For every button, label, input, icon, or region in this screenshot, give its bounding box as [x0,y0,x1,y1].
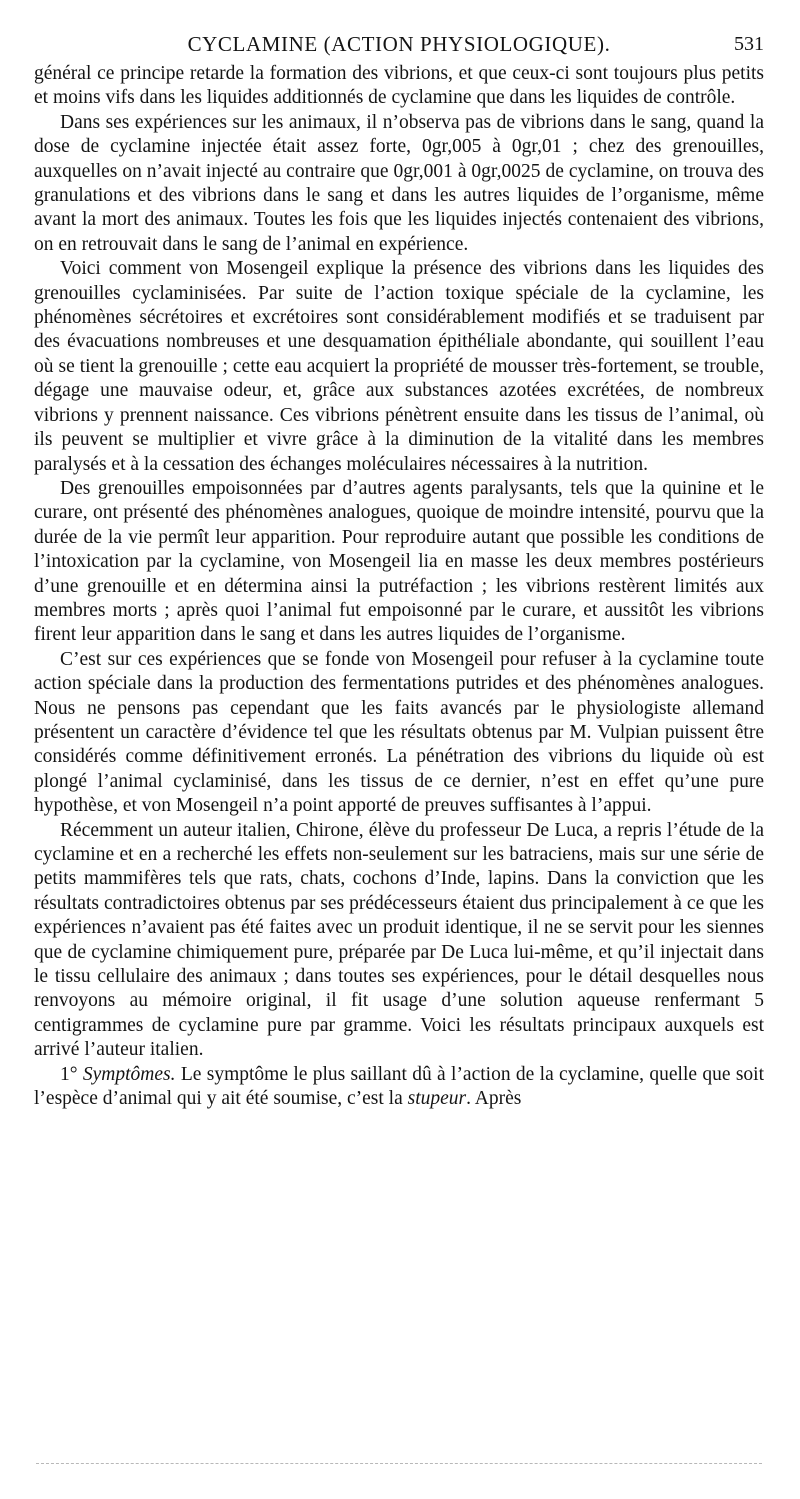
running-head [34,30,764,58]
paragraph: Récemment un auteur italien, Chirone, élève du professeur De Luca, a repris l’étude de la cyclamine et en a recherché les effets non-seulement sur les batraciens, mais sur une série de petits mammifères tels que rats, chats, cochons d’Inde, lapins. Dans la conviction que les résultats contradictoires obtenus par ses prédécesseurs étaient dus principalement à ce que les expériences n’avaient pas été faites avec un produit identique, il ne se servit pour les siennes que de cyclamine chimiquement pure, préparée par De Luca lui-même, et qu’il injectait dans le tissu cellulaire des animaux ; dans toutes ses expériences, pour le détail desquelles nous renvoyons au mémoire original, il fit usage d’une solution aqueuse renfermant 5 centigrammes de cyclamine pure par gramme. Voici les résultats principaux auxquels est arrivé l’auteur italien. [34,819,764,1061]
paragraph-text-end: . Après [466,1088,522,1110]
paragraph: général ce principe retarde la formation des vibrions, et que ceux-ci sont toujours plus petits et moins vifs dans les liquides additionnés de cyclamine que dans les liquides de contrôle. [34,63,764,109]
paragraph: C’est sur ces expériences que se fonde von Mosengeil pour refuser à la cyclamine toute action spéciale dans la production des fermentations putrides et des phénomènes analogues. Nous ne pensons pas cependant que les faits avancés par le physiologiste allemand présentent un caractère d’évidence tel que les résultats obtenus par M. Vulpian puissent être considérés comme définitivement erronés. La pénétration des vibrions du liquide où est plongé l’animal cyclaminisé, dans les tissus de ce dernier, n’est en effet qu’une pure hypothèse, et von Mosengeil n’a point apporté de preuves suffisantes à l’appui. [34,648,764,817]
page-number: 531 [734,33,764,55]
footer-rule [36,1463,762,1464]
paragraph-text: Le symptôme le plus saillant dû à l’action de la cyclamine, quelle que soit l’espèce d’animal qui y ait été soumise, c’est la [34,1063,765,1110]
paragraph: Dans ses expériences sur les animaux, il n’observa pas de vibrions dans le sang, quand la dose de cyclamine injectée était assez forte, 0gr,005 à 0gr,01 ; chez des grenouilles, auxquelles on n’avait injecté au contraire que 0gr,001 à 0gr,0025 de cyclamine, on trouva des granulations et des vibrions dans le sang et dans les autres liquides de l’organisme, même avant la mort des animaux. Toutes les fois que les liquides injectés contenaient des vibrions, on en retrouvait dans le sang de l’animal en expérience. [34,111,764,255]
emphasis-term: stupeur [407,1088,467,1110]
paragraph: Des grenouilles empoisonnées par d’autres agents paralysants, tels que la quinine et le curare, ont présenté des phénomènes analogues, quoique de moindre intensité, pourvu que la durée de la vie permît leur apparition. Pour reproduire autant que possible les conditions de l’intoxication par la cyclamine, von Mosengeil lia en masse les deux membres postérieurs d’une grenouille et en détermina ainsi la putréfaction ; les vibrions restèrent limités aux membres morts ; après quoi l’animal fut empoisonné par le curare, et aussitôt les vibrions firent leur apparition dans le sang et dans les autres liquides de l’organisme. [34,477,764,646]
running-title: CYCLAMINE (ACTION PHYSIOLOGIQUE). [187,32,611,56]
section-heading: Symptômes. [82,1063,176,1085]
paragraph-symptomes [34,1063,764,1112]
paragraph: Voici comment von Mosengeil explique la présence des vibrions dans les liquides des grenouilles cyclaminisées. Par suite de l’action toxique spéciale de la cyclamine, les phénomènes sécrétoires et excrétoires sont considérablement modifiés et se traduisent par des évacuations nombreuses et une desquamation épithéliale abondante, qui souillent l’eau où se tient la grenouille ; cette eau acquiert la propriété de mousser très-fortement, se trouble, dégage une mauvaise odeur, et, grâce aux substances azotées excrétées, de nombreux vibrions y prennent naissance. Ces vibrions pénètrent ensuite dans les tissus de l’animal, où ils peuvent se multiplier et vivre grâce à la diminution de la vitalité dans les membres paralysés et à la cessation des échanges moléculaires nécessaires à la nutrition. [34,258,764,475]
section-number: 1° [60,1063,78,1085]
body-text [34,62,764,1111]
